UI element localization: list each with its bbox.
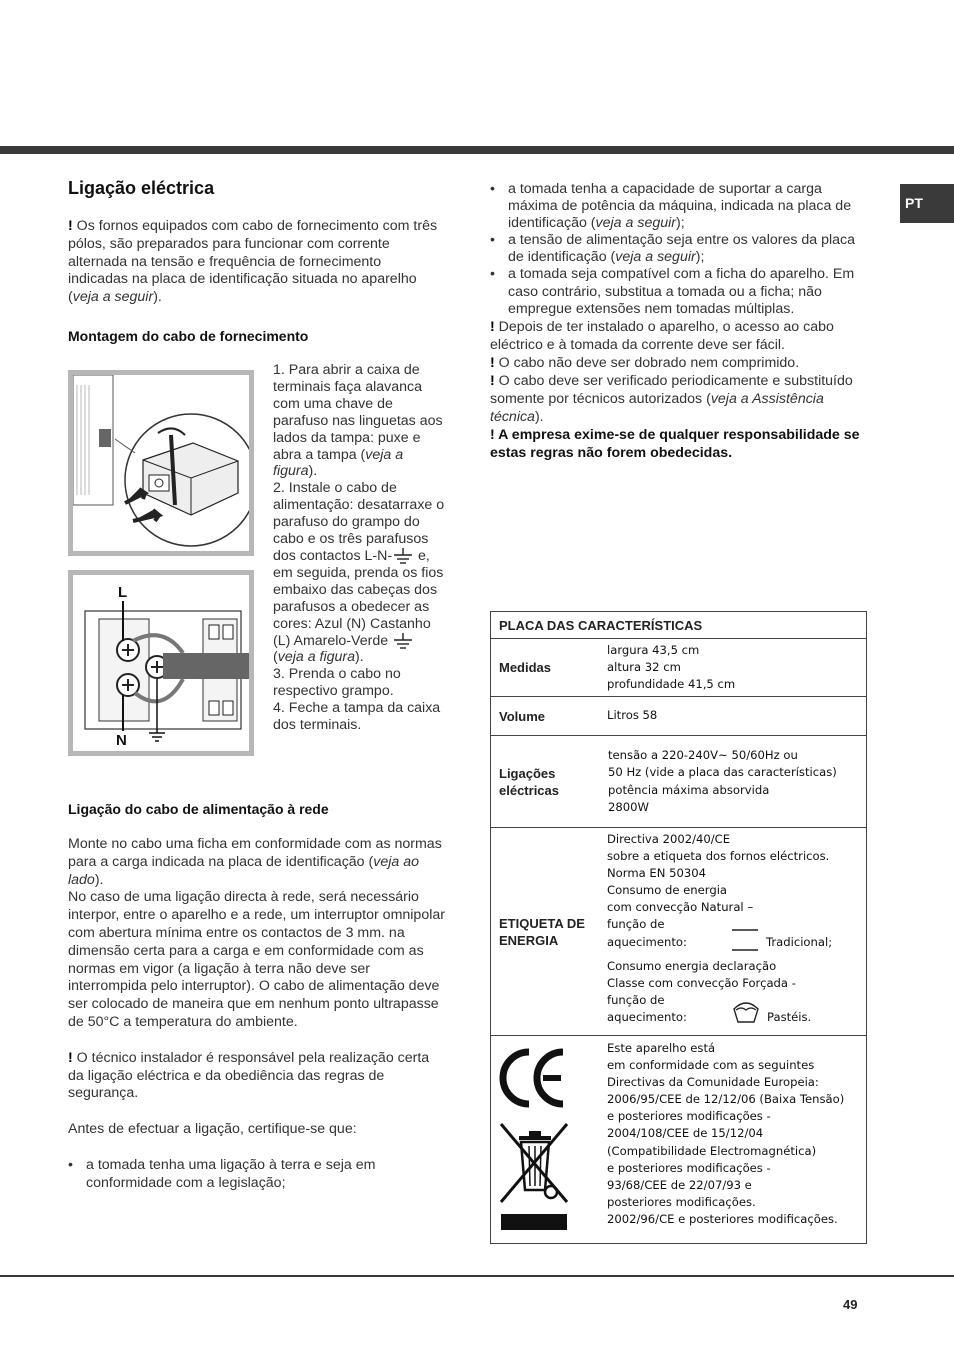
pastry-function-icon [730, 997, 762, 1025]
checklist-item-text: a tensão de alimentação seja entre os valores da placa de identificação ( [508, 232, 856, 266]
step-1-ref: veja a figura [273, 446, 404, 480]
spec-value-volume: Litros 58 [603, 697, 867, 736]
spec-line: (Compatibilidade Electromagnética) [607, 1143, 817, 1158]
direct-connection-paragraph: No caso de uma ligação directa à rede, será necessário interpor, entre o aparelho e a rede, um interruptor omnipolar com abertura mínima entre os contactos de 3 mm. na dimensão certa para a carga e em conformidade com as normas em vigor (a ligação à terra não deve ser interrompida pelo interruptor). O cabo de alimentação deve ser colocado de maneira que em nenhum ponto ultrapasse de 50°C a temperatura do ambiente. [68, 889, 445, 1030]
step-4: 4. Feche a tampa da caixa dos terminais. [273, 700, 441, 734]
label-N: N [116, 732, 127, 749]
intro-text: Os fornos equipados com cabo de fornecimento com três pólos, são preparados para funcionar com corrente alternada na tensão e frequência de fornecimento indicadas na placa de identificação situada no aparelho ( [68, 218, 438, 306]
plug-ref: veja ao lado [68, 853, 419, 888]
weee-bin-icon [499, 1122, 569, 1232]
spec-line: altura 32 cm [607, 659, 681, 674]
page-number: 49 [843, 1297, 858, 1312]
label-L: L [118, 584, 128, 601]
spec-label-energy: ETIQUETA DE ENERGIA [491, 828, 604, 1036]
table-row [491, 828, 867, 1036]
spec-line: posteriores modificações. [607, 1194, 756, 1209]
intro-end: ). [153, 289, 162, 306]
note-access: Depois de ter instalado o aparelho, o acesso ao cabo eléctrico e à tomada da corrente deve ser fácil. [490, 318, 834, 353]
checklist [68, 1157, 446, 1193]
intro-paragraph [68, 218, 444, 307]
spec-line: Norma EN 50304 [607, 866, 706, 881]
step-2-text-b: e, em seguida, prenda os fios embaixo das cabeças dos parafusos a obedecer as cores: Azul (N) Castanho (L) Amarelo-Verde [273, 547, 444, 649]
step-3: 3. Prenda o cabo no respectivo grampo. [273, 666, 401, 700]
top-rule [0, 146, 954, 154]
note-bend: O cabo não deve ser dobrado nem comprimido. [494, 354, 800, 371]
spec-line-text: aquecimento: [607, 934, 687, 949]
plug-paragraph: Monte no cabo uma ficha em conformidade com as normas para a carga indicada na placa de identificação ( [68, 836, 442, 870]
spec-value-energy [603, 828, 867, 1036]
spec-line: profundidade 41,5 cm [607, 677, 736, 692]
spec-label-dimensions: Medidas [491, 639, 604, 697]
note-check-end: ). [534, 408, 544, 425]
wiring-figure [68, 570, 254, 756]
step-1-text: 1. Para abrir a caixa de terminais faça alavanca com uma chave de parafuso nas linguetas aos lados da tampa: puxe e abra a tampa ( [273, 362, 443, 463]
wiring-illustration [73, 575, 249, 751]
plug-end: ). [94, 871, 104, 888]
warning-mark: ! [490, 372, 495, 389]
spec-line: com convecção Natural – [607, 900, 754, 915]
checklist-item-end: ); [676, 215, 685, 232]
table-row [491, 1036, 867, 1244]
warning-mark: ! [68, 218, 73, 234]
table-row [491, 697, 867, 736]
spec-line: função de [607, 992, 665, 1007]
terminal-box-illustration [73, 375, 249, 551]
checklist-item-ref: veja a seguir [615, 249, 696, 266]
spec-line: e posteriores modificações - [607, 1109, 771, 1124]
spec-line: Directivas da Comunidade Europeia: [607, 1075, 819, 1090]
spec-line: 2002/96/CE e posteriores modificações. [607, 1211, 838, 1226]
table-row [491, 639, 867, 697]
spec-line-text: aquecimento: [607, 1009, 687, 1024]
spec-line: 93/68/CEE de 22/07/93 e [607, 1177, 752, 1192]
bottom-rule [0, 1275, 954, 1277]
language-tab: PT [900, 184, 954, 223]
spec-value-dimensions [603, 639, 867, 697]
liability-disclaimer: ! A empresa exime-se de qualquer responsabilidade se estas regras não forem obedecidas. [490, 426, 860, 461]
spec-line: 50 Hz (vide a placa das características) [608, 765, 837, 780]
checklist-item-ref: veja a seguir [595, 215, 676, 232]
spec-line: Classe com convecção Forçada - [607, 975, 796, 990]
terminal-box-figure [68, 370, 254, 556]
checklist-intro: Antes de efectuar a ligação, certifique-se que: [68, 1121, 357, 1138]
step-1 [273, 362, 445, 480]
warning-mark: ! [490, 354, 495, 371]
step-1-end: ). [308, 463, 318, 480]
checklist-item [490, 232, 870, 266]
checklist-item-end: ); [695, 249, 705, 266]
spec-line: 2006/95/CEE de 12/12/06 (Baixa Tensão) [607, 1092, 845, 1107]
spec-line: Consumo de energia [607, 883, 728, 898]
spec-line [607, 934, 866, 951]
right-column-text [490, 181, 870, 462]
ce-marking-cell [491, 1036, 604, 1244]
spec-line: função de [607, 917, 665, 932]
installer-paragraph: O técnico instalador é responsável pela realização certa da ligação eléctrica e da obediência das regras de segurança. [68, 1049, 430, 1102]
step-2 [273, 480, 445, 666]
spec-line: Este aparelho está [607, 1041, 716, 1055]
subheading-cable-assembly: Montagem do cabo de fornecimento [68, 328, 309, 344]
spec-line: 2004/108/CEE de 15/12/04 [607, 1126, 764, 1141]
subheading-mains-connection: Ligação do cabo de alimentação à rede [68, 801, 329, 817]
checklist-item-text: a tomada tenha a capacidade de suportar a carga máxima de potência da máquina, indicada na placa de identificação ( [508, 181, 852, 232]
checklist-item: • a tomada tenha uma ligação à terra e seja em conformidade com a legislação; [68, 1157, 446, 1193]
spec-line: 2800W [608, 799, 649, 814]
spec-line: Consumo energia declaração [607, 958, 777, 973]
ground-icon [392, 633, 414, 649]
section-title: Ligação eléctrica [68, 178, 215, 198]
spec-line: largura 43,5 cm [607, 642, 700, 657]
table-row [491, 736, 867, 828]
step-2-end: ). [355, 649, 364, 666]
step-2-paren: ( [273, 649, 278, 666]
spec-line: e posteriores modificações - [607, 1160, 771, 1175]
spec-line-text: Tradicional; [766, 934, 833, 949]
spec-value-electrical [603, 736, 867, 828]
spec-line: sobre a etiqueta dos fornos eléctricos. [607, 849, 830, 864]
note-check-ref: veja a Assistência técnica [490, 390, 824, 425]
ce-mark-icon [499, 1046, 569, 1110]
checklist-continued [490, 181, 870, 318]
step-2-text-a: 2. Instale o cabo de alimentação: desatarraxe o parafuso do grampo do cabo e os três parafusos dos contactos L-N- [273, 480, 445, 564]
step-2-ref: veja a figura [277, 649, 356, 666]
spec-line: potência máxima absorvida [608, 782, 770, 797]
spec-line: Directiva 2002/40/CE [607, 831, 731, 846]
warning-mark: ! [490, 318, 495, 335]
checklist-item: • a tomada seja compatível com a ficha do aparelho. Em caso contrário, substitua a tomada ou a ficha; não empregue extensões nem tomadas múltiplas. [490, 266, 870, 317]
ce-declaration [603, 1036, 867, 1244]
spec-header: PLACA DAS CARACTERÍSTICAS [491, 612, 867, 639]
ground-icon [392, 548, 414, 564]
specifications-table [490, 611, 867, 1244]
traditional-function-icon [731, 928, 759, 952]
note-check: O cabo deve ser verificado periodicamente e substituído somente por técnicos autorizados ( [490, 372, 853, 407]
spec-line-text: Pastéis. [767, 1009, 812, 1024]
spec-label-electrical: Ligações eléctricas [491, 736, 604, 828]
spec-line: tensão a 220-240V~ 50/60Hz ou [608, 748, 798, 763]
assembly-steps [273, 362, 445, 734]
spec-label-volume: Volume [491, 697, 604, 736]
intro-ref: veja a seguir [72, 289, 154, 306]
mains-connection-text [68, 836, 446, 1193]
checklist-item [490, 181, 870, 232]
spec-line [607, 1009, 866, 1026]
spec-line: em conformidade com as seguintes [607, 1058, 815, 1073]
warning-mark: ! [68, 1049, 73, 1066]
